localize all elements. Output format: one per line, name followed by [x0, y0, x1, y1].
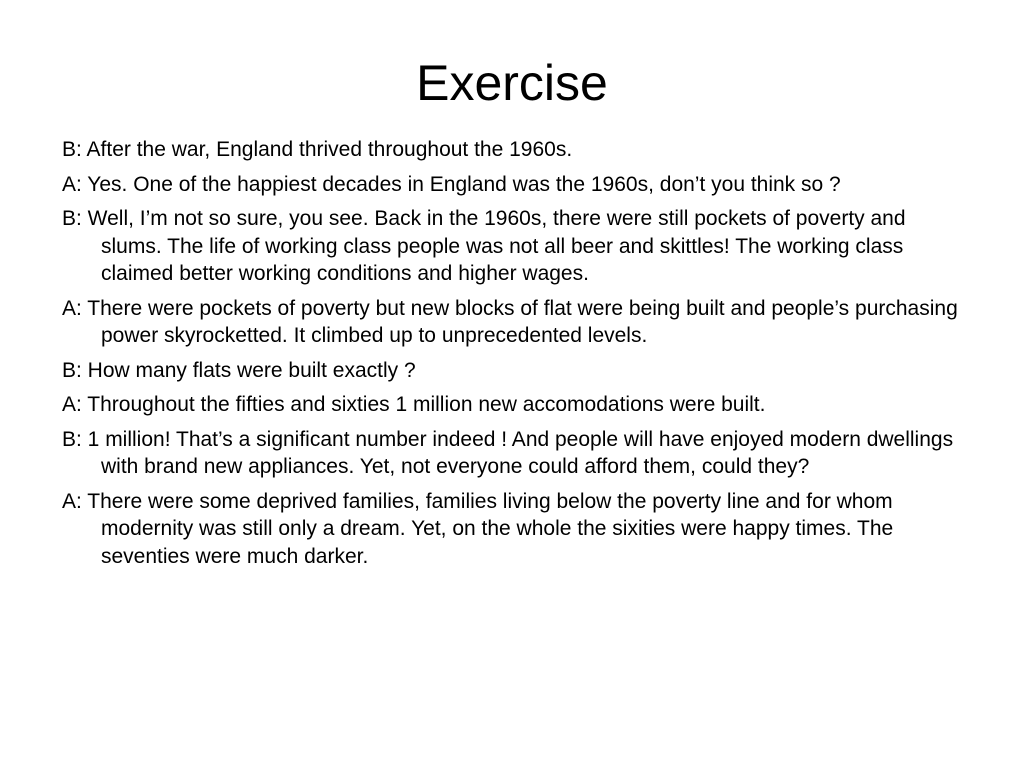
dialogue-line: A: Throughout the fifties and sixties 1 million new accomodations were built.: [62, 393, 766, 416]
dialogue-line: A: There were pockets of poverty but new blocks of flat were being built and people’s purchasing power skyrocketted. It climbed up to unprecedented levels.: [62, 296, 958, 347]
slide-title: Exercise: [416, 55, 608, 111]
dialogue-line: B: How many flats were built exactly ?: [62, 358, 416, 382]
dialogue-line: A: There were some deprived families, families living below the poverty line and for whom modernity was still only a dream. Yet, on the whole the sixities were happy times. The seventies were much darker.: [62, 489, 894, 568]
dialogue-line: A: Yes. One of the happiest decades in England was the 1960s, don’t you think so ?: [62, 172, 841, 196]
dialogue-line: B: After the war, England thrived throughout the 1960s.: [62, 138, 573, 161]
dialogue-list: [62, 136, 972, 577]
dialogue-line: B: Well, I’m not so sure, you see. Back in the 1960s, there were still pockets of poverty and slums. The life of working class people was not all beer and skittles! The working class claimed better working conditions and higher wages.: [62, 207, 906, 285]
dialogue-line: B: 1 million! That’s a significant number indeed ! And people will have enjoyed modern dwellings with brand new appliances. Yet, not everyone could afford them, could they?: [62, 427, 954, 478]
